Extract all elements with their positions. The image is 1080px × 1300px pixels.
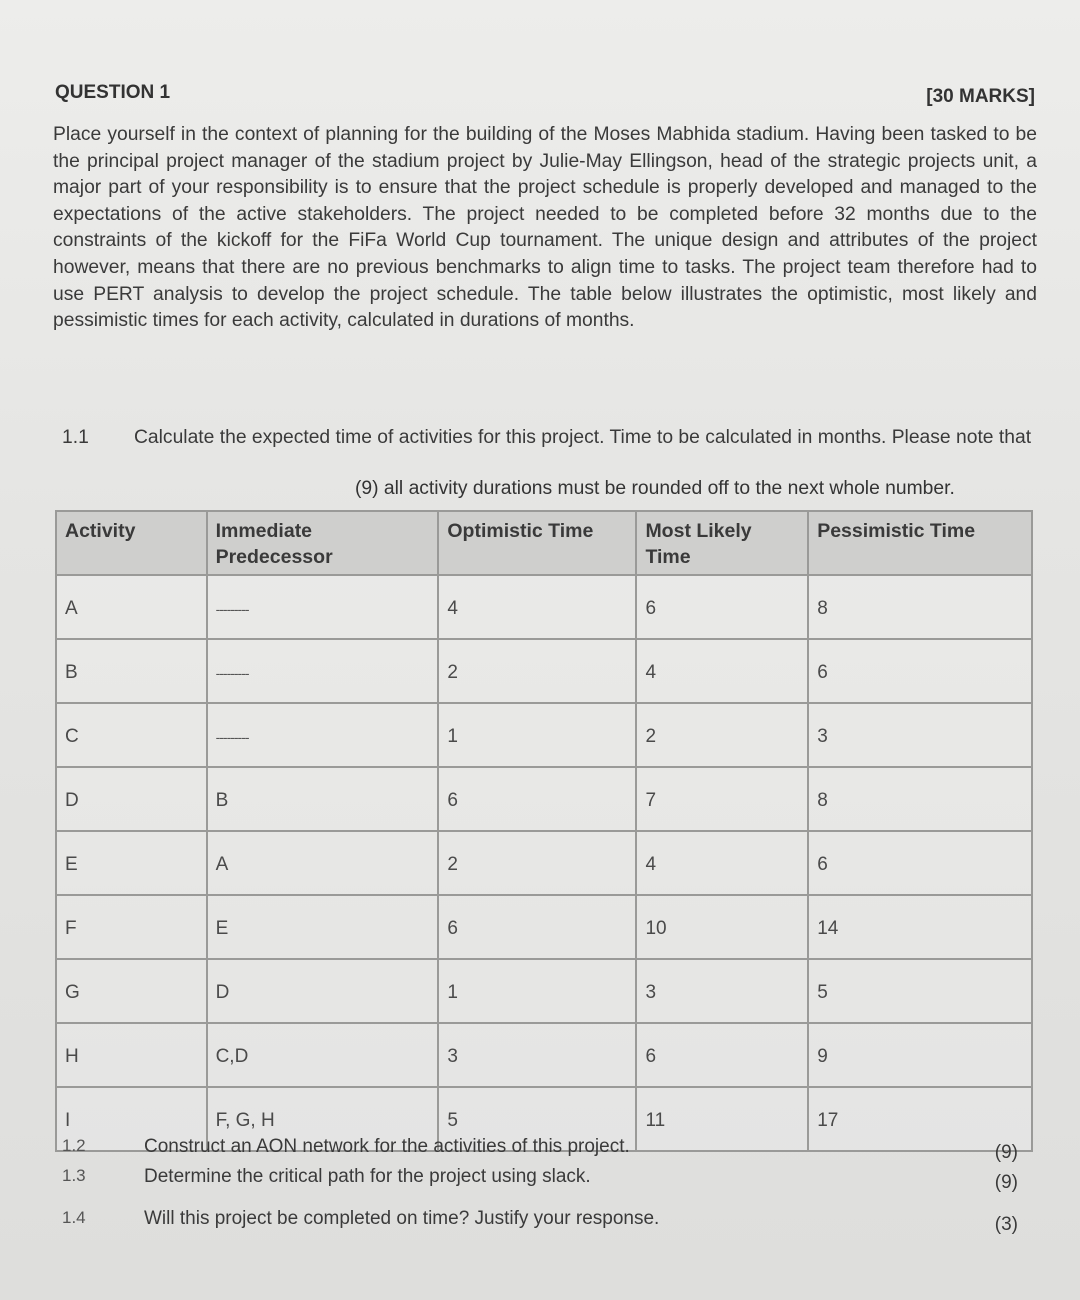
cell-most-likely: 3 bbox=[636, 959, 808, 1023]
question-header bbox=[55, 82, 1035, 112]
cell-pessimistic: 14 bbox=[808, 895, 1032, 959]
table-row bbox=[56, 575, 1032, 639]
question-1-2 bbox=[62, 1136, 1018, 1166]
question-1-1-number: 1.1 bbox=[62, 427, 89, 448]
table-row bbox=[56, 959, 1032, 1023]
header-most-likely: Most Likely Time bbox=[636, 511, 808, 575]
cell-most-likely: 2 bbox=[636, 703, 808, 767]
cell-predecessor: D bbox=[207, 959, 439, 1023]
cell-most-likely: 4 bbox=[636, 831, 808, 895]
cell-pessimistic: 8 bbox=[808, 575, 1032, 639]
cell-predecessor: C,D bbox=[207, 1023, 439, 1087]
cell-pessimistic: 6 bbox=[808, 639, 1032, 703]
question-1-3 bbox=[62, 1166, 1018, 1196]
cell-pessimistic: 3 bbox=[808, 703, 1032, 767]
cell-predecessor: --------- bbox=[207, 703, 439, 767]
question-1-4 bbox=[62, 1208, 1018, 1238]
cell-predecessor: F, G, H bbox=[207, 1087, 439, 1151]
cell-optimistic: 2 bbox=[438, 831, 636, 895]
header-pessimistic: Pessimistic Time bbox=[808, 511, 1032, 575]
question-1-1-text: Calculate the expected time of activities for this project. Time to be calculated in months. Please note that bbox=[134, 427, 1032, 448]
cell-optimistic: 3 bbox=[438, 1023, 636, 1087]
cell-optimistic: 6 bbox=[438, 895, 636, 959]
question-number: 1.4 bbox=[62, 1208, 86, 1227]
cell-activity: E bbox=[56, 831, 207, 895]
header-optimistic: Optimistic Time bbox=[438, 511, 636, 575]
table-row bbox=[56, 703, 1032, 767]
cell-optimistic: 5 bbox=[438, 1087, 636, 1151]
cell-activity: H bbox=[56, 1023, 207, 1087]
question-marks: (9) bbox=[994, 1172, 1018, 1193]
question-text: Construct an AON network for the activities of this project. bbox=[144, 1136, 630, 1157]
cell-activity: I bbox=[56, 1087, 207, 1151]
cell-pessimistic: 5 bbox=[808, 959, 1032, 1023]
question-marks: (3) bbox=[994, 1214, 1018, 1235]
cell-optimistic: 2 bbox=[438, 639, 636, 703]
follow-up-questions bbox=[62, 1136, 1018, 1238]
table-header-row bbox=[56, 511, 1032, 575]
cell-pessimistic: 6 bbox=[808, 831, 1032, 895]
cell-activity: G bbox=[56, 959, 207, 1023]
question-number: 1.2 bbox=[62, 1136, 86, 1155]
table-row bbox=[56, 895, 1032, 959]
question-1-1 bbox=[62, 425, 1036, 451]
cell-activity: B bbox=[56, 639, 207, 703]
table-row bbox=[56, 1023, 1032, 1087]
cell-most-likely: 6 bbox=[636, 1023, 808, 1087]
cell-pessimistic: 8 bbox=[808, 767, 1032, 831]
question-title: QUESTION 1 bbox=[55, 82, 171, 103]
pert-table bbox=[55, 510, 1033, 1152]
question-marks: [30 MARKS] bbox=[926, 86, 1035, 107]
cell-optimistic: 1 bbox=[438, 703, 636, 767]
cell-most-likely: 10 bbox=[636, 895, 808, 959]
table-row bbox=[56, 767, 1032, 831]
question-1-1-note: (9) all activity durations must be rounded off to the next whole number. bbox=[355, 478, 955, 499]
cell-predecessor: --------- bbox=[207, 639, 439, 703]
table-row bbox=[56, 831, 1032, 895]
cell-optimistic: 1 bbox=[438, 959, 636, 1023]
cell-predecessor: E bbox=[207, 895, 439, 959]
question-text: Will this project be completed on time? Justify your response. bbox=[144, 1208, 660, 1229]
cell-activity: D bbox=[56, 767, 207, 831]
cell-optimistic: 4 bbox=[438, 575, 636, 639]
cell-predecessor: A bbox=[207, 831, 439, 895]
header-predecessor: Immediate Predecessor bbox=[207, 511, 439, 575]
cell-predecessor: B bbox=[207, 767, 439, 831]
cell-activity: A bbox=[56, 575, 207, 639]
cell-pessimistic: 17 bbox=[808, 1087, 1032, 1151]
cell-most-likely: 4 bbox=[636, 639, 808, 703]
table-row bbox=[56, 639, 1032, 703]
cell-most-likely: 11 bbox=[636, 1087, 808, 1151]
cell-predecessor: --------- bbox=[207, 575, 439, 639]
header-activity: Activity bbox=[56, 511, 207, 575]
cell-most-likely: 7 bbox=[636, 767, 808, 831]
question-marks: (9) bbox=[994, 1142, 1018, 1163]
cell-pessimistic: 9 bbox=[808, 1023, 1032, 1087]
cell-activity: F bbox=[56, 895, 207, 959]
cell-most-likely: 6 bbox=[636, 575, 808, 639]
question-text: Determine the critical path for the project using slack. bbox=[144, 1166, 591, 1187]
cell-activity: C bbox=[56, 703, 207, 767]
intro-paragraph: Place yourself in the context of planning for the building of the Moses Mabhida stadium. Having been tasked to be the principal project manager of the stadium project by Julie-May Ellingson, head of the strategic projects unit, a major part of your responsibility is to ensure that the project schedule is properly developed and managed to the expectations of the active stakeholders. The project needed to be completed before 32 months due to the constraints of the kickoff for the FiFa World Cup tournament. The unique design and attributes of the project however, means that there are no previous benchmarks to align time to tasks. The project team therefore had to use PERT analysis to develop the project schedule. The table below illustrates the optimistic, most likely and pessimistic times for each activity, calculated in durations of months. bbox=[53, 124, 1037, 332]
question-number: 1.3 bbox=[62, 1166, 86, 1185]
cell-optimistic: 6 bbox=[438, 767, 636, 831]
